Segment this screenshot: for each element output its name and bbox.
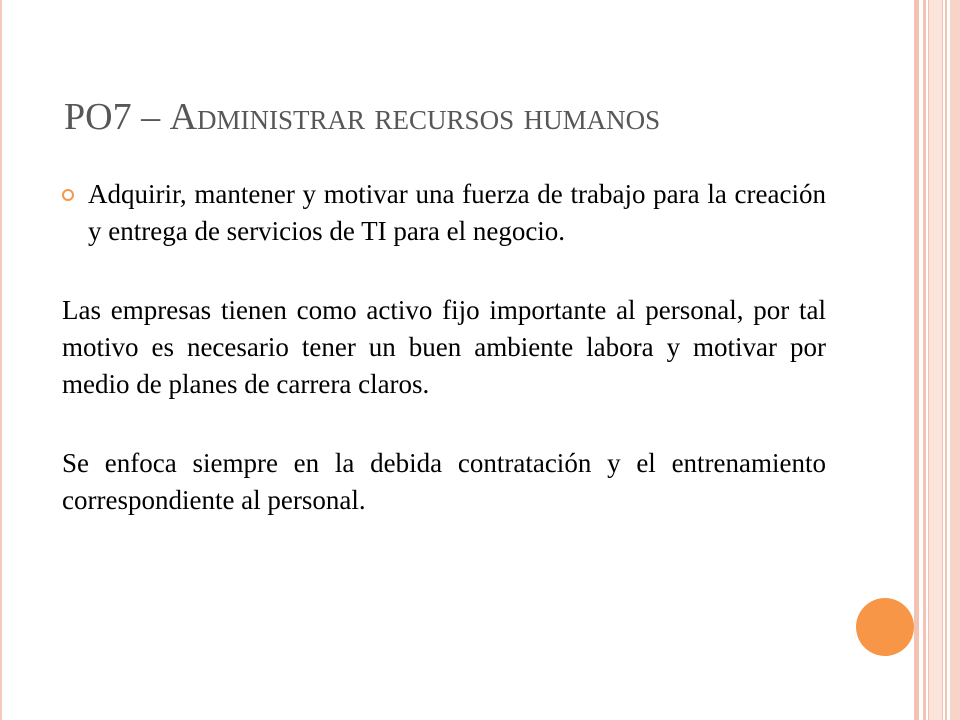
left-border-line xyxy=(0,0,2,720)
circle-bullet-icon xyxy=(62,189,74,201)
bullet-item xyxy=(62,176,826,250)
paragraph-1: Las empresas tienen como activo fijo importante al personal, por tal motivo es necesario tener un buen ambiente labora y motivar por medio de planes de carrera claros. xyxy=(62,295,826,399)
band-3 xyxy=(928,0,943,720)
band-5 xyxy=(950,0,960,720)
band-2 xyxy=(923,0,926,720)
slide-content xyxy=(62,176,826,519)
bullet-text: Adquirir, mantener y motivar una fuerza de trabajo para la creación y entrega de servicios de TI para el negocio. xyxy=(88,179,826,246)
paragraph-2: Se enfoca siempre en la debida contratación y el entrenamiento correspondiente al personal. xyxy=(62,448,826,515)
decorative-orange-circle xyxy=(856,598,914,656)
title-rest: Administrar recursos humanos xyxy=(169,96,661,138)
band-4 xyxy=(945,0,947,720)
title-prefix: PO7 – xyxy=(64,96,170,138)
right-decorative-bands xyxy=(914,0,960,720)
band-1 xyxy=(914,0,919,720)
slide-title xyxy=(64,92,864,142)
